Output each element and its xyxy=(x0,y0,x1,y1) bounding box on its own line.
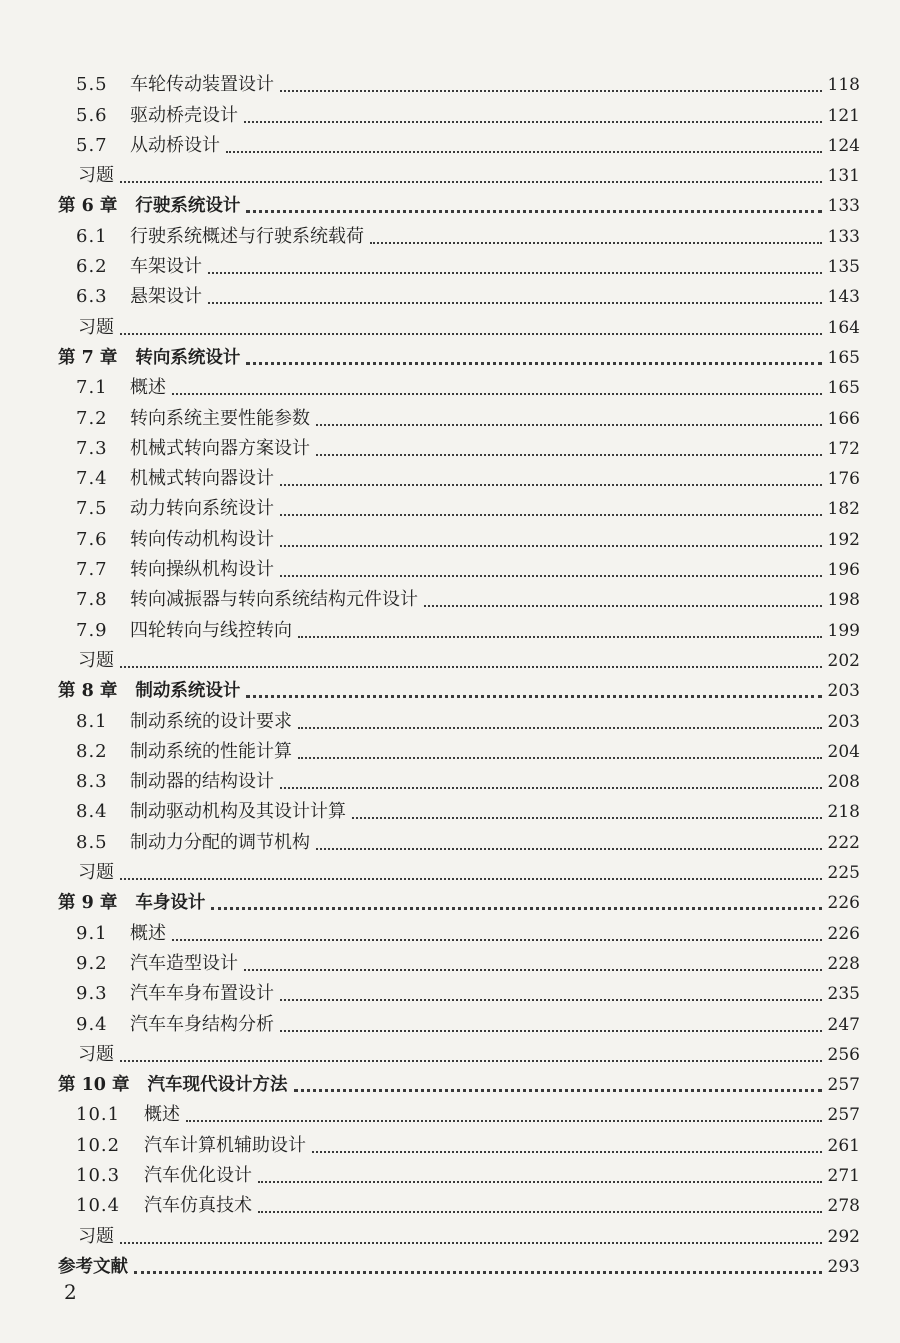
dot-leader xyxy=(424,605,822,607)
toc-section-entry xyxy=(58,217,860,247)
toc-section-entry xyxy=(58,1157,860,1187)
entry-page-number: 172 xyxy=(827,438,860,459)
entry-title: 从动桥设计 xyxy=(130,134,220,156)
dot-leader xyxy=(280,575,822,577)
dot-leader xyxy=(120,1060,822,1062)
dot-leader xyxy=(280,787,822,789)
entry-page-number: 228 xyxy=(827,953,860,974)
entry-number: 第 6 章 xyxy=(58,196,118,217)
entry-number: 6.3 xyxy=(76,286,108,308)
entry-title: 转向操纵机构设计 xyxy=(130,559,274,581)
entry-number: 8.5 xyxy=(76,831,108,853)
entry-title: 汽车优化设计 xyxy=(144,1164,252,1186)
toc-chapter-entry xyxy=(58,1066,860,1096)
toc-section-entry xyxy=(58,248,860,278)
entry-page-number: 198 xyxy=(827,590,860,611)
dot-leader xyxy=(186,1120,822,1122)
entry-page-number: 208 xyxy=(827,772,860,793)
toc-section-entry xyxy=(58,581,860,611)
entry-number: 9.3 xyxy=(76,983,108,1005)
entry-title: 制动驱动机构及其设计计算 xyxy=(130,801,346,823)
dot-leader xyxy=(244,121,822,123)
dot-leader xyxy=(298,727,822,729)
dot-leader xyxy=(280,1030,822,1032)
entry-title: 习题 xyxy=(78,1043,114,1065)
dot-leader xyxy=(172,939,822,941)
toc-section-entry xyxy=(58,520,860,550)
toc-chapter-entry xyxy=(58,187,860,217)
dot-leader xyxy=(352,817,822,819)
entry-page-number: 256 xyxy=(827,1044,860,1065)
dot-leader xyxy=(244,969,822,971)
entry-title: 习题 xyxy=(78,649,114,671)
dot-leader xyxy=(172,393,822,395)
toc-section-entry xyxy=(58,369,860,399)
entry-title: 机械式转向器方案设计 xyxy=(130,437,310,459)
toc-section-entry xyxy=(58,914,860,944)
toc-section-entry xyxy=(58,1005,860,1035)
entry-number: 7.7 xyxy=(76,559,108,581)
toc-section-entry xyxy=(58,823,860,853)
toc-chapter-entry xyxy=(58,1248,860,1278)
entry-title: 习题 xyxy=(78,316,114,338)
entry-page-number: 121 xyxy=(827,105,860,126)
toc-exercise-entry xyxy=(58,1217,860,1247)
dot-leader xyxy=(280,514,822,516)
entry-number: 8.3 xyxy=(76,771,108,793)
entry-number: 7.2 xyxy=(76,407,108,429)
entry-page-number: 257 xyxy=(827,1105,860,1126)
dot-leader xyxy=(258,1211,822,1213)
toc-section-entry xyxy=(58,1096,860,1126)
entry-page-number: 222 xyxy=(827,832,860,853)
entry-number: 8.1 xyxy=(76,710,108,732)
toc-section-entry xyxy=(58,702,860,732)
toc-section-entry xyxy=(58,763,860,793)
entry-number: 9.2 xyxy=(76,952,108,974)
toc-section-entry xyxy=(58,611,860,641)
entry-page-number: 133 xyxy=(827,226,860,247)
entry-number: 5.6 xyxy=(76,104,108,126)
toc-section-entry xyxy=(58,399,860,429)
entry-title: 车架设计 xyxy=(130,256,202,278)
entry-title: 参考文献 xyxy=(58,1256,128,1277)
entry-number: 7.4 xyxy=(76,468,108,490)
dot-leader xyxy=(312,1151,822,1153)
entry-title: 汽车车身布置设计 xyxy=(130,983,274,1005)
entry-title: 习题 xyxy=(78,1225,114,1247)
toc-section-entry xyxy=(58,127,860,157)
entry-title: 转向系统主要性能参数 xyxy=(130,407,310,429)
dot-leader xyxy=(134,1271,822,1274)
dot-leader xyxy=(208,272,822,274)
entry-page-number: 196 xyxy=(827,560,860,581)
entry-page-number: 278 xyxy=(827,1196,860,1217)
dot-leader xyxy=(280,90,822,92)
entry-number: 第 8 章 xyxy=(58,681,118,702)
dot-leader xyxy=(316,424,822,426)
toc-chapter-entry xyxy=(58,672,860,702)
entry-title: 习题 xyxy=(78,165,114,187)
entry-number: 10.1 xyxy=(76,1104,121,1126)
entry-number: 9.4 xyxy=(76,1013,108,1035)
entry-title: 行驶系统概述与行驶系统载荷 xyxy=(130,225,364,247)
entry-page-number: 199 xyxy=(827,620,860,641)
dot-leader xyxy=(370,242,822,244)
entry-page-number: 135 xyxy=(827,257,860,278)
entry-number: 第 9 章 xyxy=(58,893,118,914)
toc-exercise-entry xyxy=(58,1036,860,1066)
entry-number: 6.1 xyxy=(76,225,108,247)
entry-title: 转向减振器与转向系统结构元件设计 xyxy=(130,589,418,611)
entry-page-number: 133 xyxy=(827,196,860,217)
entry-title: 机械式转向器设计 xyxy=(130,468,274,490)
toc-section-entry xyxy=(58,733,860,763)
entry-number: 8.2 xyxy=(76,740,108,762)
dot-leader xyxy=(298,636,822,638)
entry-page-number: 118 xyxy=(827,75,860,96)
entry-page-number: 204 xyxy=(827,741,860,762)
dot-leader xyxy=(226,151,822,153)
entry-page-number: 293 xyxy=(827,1256,860,1277)
dot-leader xyxy=(246,362,821,365)
entry-title: 制动系统的设计要求 xyxy=(130,710,292,732)
entry-title: 驱动桥壳设计 xyxy=(130,104,238,126)
entry-page-number: 165 xyxy=(827,378,860,399)
toc-chapter-entry xyxy=(58,339,860,369)
toc-section-entry xyxy=(58,1126,860,1156)
entry-page-number: 225 xyxy=(827,863,860,884)
dot-leader xyxy=(316,454,822,456)
dot-leader xyxy=(258,1181,822,1183)
dot-leader xyxy=(298,757,822,759)
dot-leader xyxy=(120,181,822,183)
toc-exercise-entry xyxy=(58,642,860,672)
entry-page-number: 165 xyxy=(827,347,860,368)
toc-section-entry xyxy=(58,66,860,96)
entry-page-number: 226 xyxy=(827,923,860,944)
entry-page-number: 257 xyxy=(827,1075,860,1096)
entry-page-number: 182 xyxy=(827,499,860,520)
entry-title: 制动系统设计 xyxy=(135,681,241,702)
dot-leader xyxy=(280,484,822,486)
toc-exercise-entry xyxy=(58,157,860,187)
entry-title: 汽车车身结构分析 xyxy=(130,1013,274,1035)
toc-section-entry xyxy=(58,1187,860,1217)
dot-leader xyxy=(246,210,821,213)
dot-leader xyxy=(120,1242,822,1244)
toc-section-entry xyxy=(58,551,860,581)
entry-title: 汽车造型设计 xyxy=(130,952,238,974)
toc-section-entry xyxy=(58,490,860,520)
page-number: 2 xyxy=(64,1280,77,1304)
toc-section-entry xyxy=(58,975,860,1005)
toc-exercise-entry xyxy=(58,308,860,338)
entry-number: 5.5 xyxy=(76,74,108,96)
entry-title: 汽车计算机辅助设计 xyxy=(144,1134,306,1156)
entry-page-number: 124 xyxy=(827,135,860,156)
dot-leader xyxy=(246,695,821,698)
toc-chapter-entry xyxy=(58,884,860,914)
entry-title: 制动力分配的调节机构 xyxy=(130,831,310,853)
entry-number: 第 10 章 xyxy=(58,1075,130,1096)
entry-page-number: 247 xyxy=(827,1014,860,1035)
entry-page-number: 271 xyxy=(827,1165,860,1186)
entry-title: 转向传动机构设计 xyxy=(130,528,274,550)
entry-number: 8.4 xyxy=(76,801,108,823)
entry-number: 7.3 xyxy=(76,437,108,459)
entry-page-number: 235 xyxy=(827,984,860,1005)
entry-page-number: 226 xyxy=(827,893,860,914)
entry-page-number: 218 xyxy=(827,802,860,823)
dot-leader xyxy=(120,878,822,880)
entry-page-number: 192 xyxy=(827,529,860,550)
table-of-contents xyxy=(58,66,860,1278)
entry-title: 汽车仿真技术 xyxy=(144,1195,252,1217)
entry-title: 车身设计 xyxy=(135,893,206,914)
toc-section-entry xyxy=(58,945,860,975)
entry-page-number: 131 xyxy=(827,166,860,187)
entry-title: 动力转向系统设计 xyxy=(130,498,274,520)
entry-title: 习题 xyxy=(78,862,114,884)
entry-number: 5.7 xyxy=(76,134,108,156)
entry-number: 第 7 章 xyxy=(58,347,118,368)
dot-leader xyxy=(316,848,822,850)
toc-section-entry xyxy=(58,96,860,126)
entry-title: 制动系统的性能计算 xyxy=(130,740,292,762)
entry-page-number: 143 xyxy=(827,287,860,308)
entry-number: 6.2 xyxy=(76,256,108,278)
entry-title: 车轮传动装置设计 xyxy=(130,74,274,96)
entry-page-number: 203 xyxy=(827,681,860,702)
toc-exercise-entry xyxy=(58,854,860,884)
dot-leader xyxy=(120,333,822,335)
entry-title: 汽车现代设计方法 xyxy=(147,1075,288,1096)
entry-number: 10.4 xyxy=(76,1195,121,1217)
entry-page-number: 164 xyxy=(827,317,860,338)
entry-number: 7.9 xyxy=(76,619,108,641)
entry-page-number: 202 xyxy=(827,650,860,671)
entry-number: 7.5 xyxy=(76,498,108,520)
toc-section-entry xyxy=(58,278,860,308)
dot-leader xyxy=(120,666,822,668)
entry-number: 7.1 xyxy=(76,377,108,399)
entry-number: 10.2 xyxy=(76,1134,121,1156)
entry-title: 概述 xyxy=(130,922,166,944)
entry-page-number: 292 xyxy=(827,1226,860,1247)
entry-page-number: 203 xyxy=(827,711,860,732)
dot-leader xyxy=(211,907,821,910)
entry-page-number: 176 xyxy=(827,469,860,490)
entry-title: 转向系统设计 xyxy=(135,347,241,368)
toc-section-entry xyxy=(58,430,860,460)
entry-title: 悬架设计 xyxy=(130,286,202,308)
toc-section-entry xyxy=(58,793,860,823)
entry-number: 7.6 xyxy=(76,528,108,550)
entry-title: 制动器的结构设计 xyxy=(130,771,274,793)
dot-leader xyxy=(280,545,822,547)
entry-title: 概述 xyxy=(144,1104,180,1126)
entry-number: 9.1 xyxy=(76,922,108,944)
entry-page-number: 166 xyxy=(827,408,860,429)
entry-number: 7.8 xyxy=(76,589,108,611)
dot-leader xyxy=(294,1089,822,1092)
dot-leader xyxy=(280,999,822,1001)
entry-page-number: 261 xyxy=(827,1135,860,1156)
entry-title: 行驶系统设计 xyxy=(135,196,241,217)
entry-title: 概述 xyxy=(130,377,166,399)
dot-leader xyxy=(208,302,822,304)
entry-title: 四轮转向与线控转向 xyxy=(130,619,292,641)
toc-section-entry xyxy=(58,460,860,490)
entry-number: 10.3 xyxy=(76,1164,121,1186)
